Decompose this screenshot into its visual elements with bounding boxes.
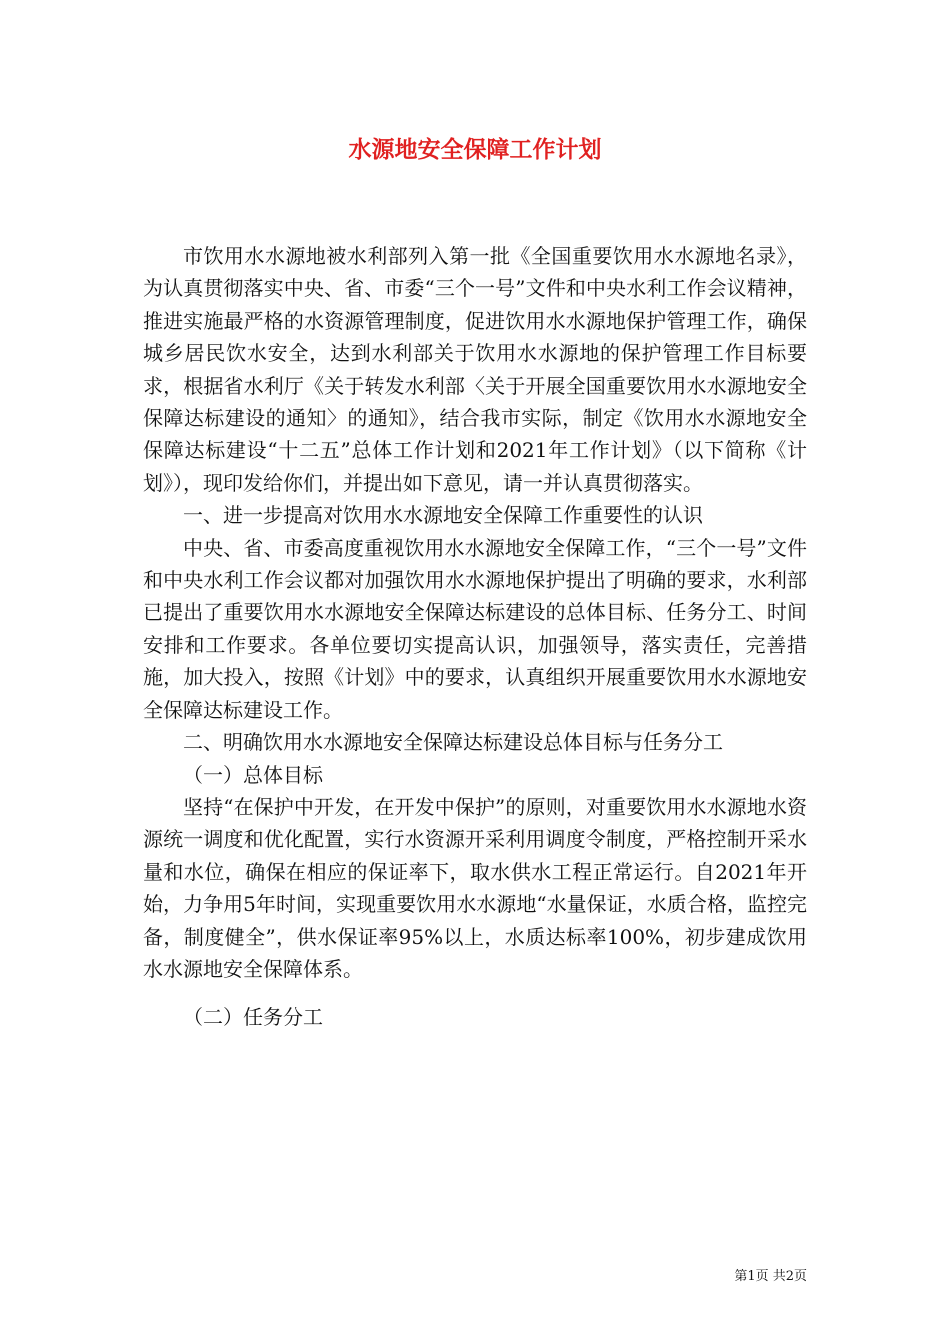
intro-paragraph: 市饮用水水源地被水利部列入第一批《全国重要饮用水水源地名录》，为认真贯彻落实中央、省、市委“三个一号”文件和中央水利工作会议精神，推进实施最严格的水资源管理制度，促进饮用水水源地保护管理工作，确保城乡居民饮水安全，达到水利部关于饮用水水源地的保护管理工作目标要求，根据省水利厅《关于转发水利部〈关于开展全国重要饮用水水源地安全保障达标建设的通知〉的通知》，结合我市实际，制定《饮用水水源地安全保障达标建设“十二五”总体工作计划和2021年工作计划》（以下简称《计划》），现印发给你们，并提出如下意见，请一并认真贯彻落实。 — [143, 244, 807, 495]
document-body — [143, 240, 807, 1034]
section-1-paragraph: 中央、省、市委高度重视饮用水水源地安全保障工作，“三个一号”文件和中央水利工作会议都对加强饮用水水源地保护提出了明确的要求，水利部已提出了重要饮用水水源地安全保障达标建设的总体目标、任务分工、时间安排和工作要求。各单位要切实提高认识，加强领导，落实责任，完善措施，加大投入，按照《计划》中的要求，认真组织开展重要饮用水水源地安全保障达标建设工作。 — [143, 535, 807, 722]
subsection-heading-overall-goal: （一）总体目标 — [183, 762, 323, 787]
overall-goal-paragraph: 坚持“在保护中开发，在开发中保护”的原则，对重要饮用水水源地水资源统一调度和优化配置，实行水资源开采利用调度令制度，严格控制开采水量和水位，确保在相应的保证率下，取水供水工程正常运行。自2021年开始，力争用5年时间，实现重要饮用水水源地“水量保证，水质合格，监控完备，制度健全”，供水保证率95%以上，水质达标率100%，初步建成饮用水水源地安全保障体系。 — [143, 794, 807, 981]
subsection-heading-task-division: （二）任务分工 — [183, 1005, 323, 1030]
section-heading-1: 一、进一步提高对饮用水水源地安全保障工作重要性的认识 — [183, 503, 703, 528]
document-title: 水源地安全保障工作计划 — [348, 136, 602, 163]
page-number: 第1页 共2页 — [734, 1269, 807, 1284]
section-heading-2: 二、明确饮用水水源地安全保障达标建设总体目标与任务分工 — [183, 730, 723, 755]
